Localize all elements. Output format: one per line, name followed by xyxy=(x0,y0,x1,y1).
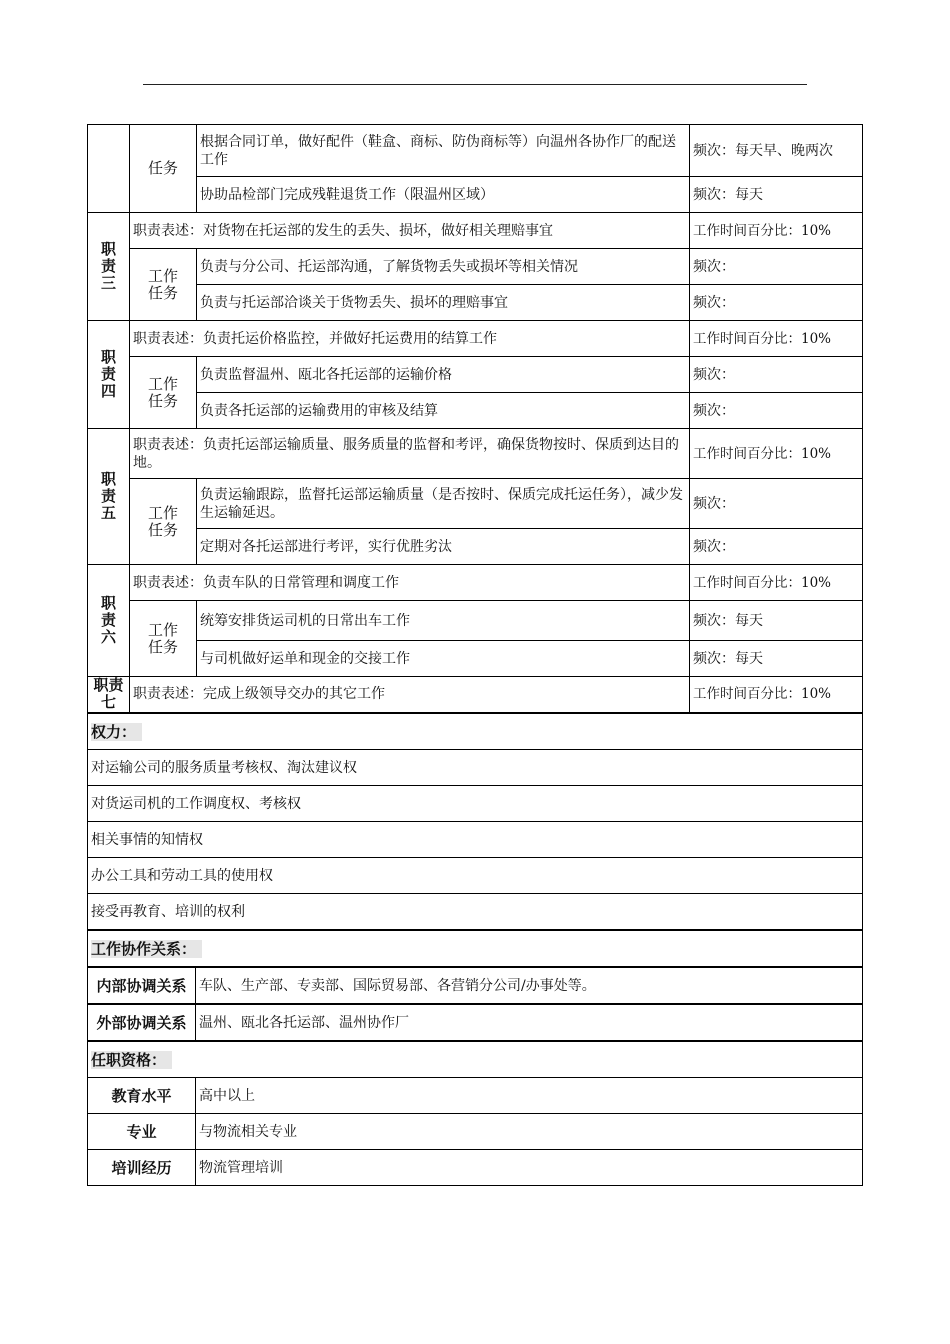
task-label-text: 工作任务 xyxy=(147,374,178,410)
task-frequency: 频次：每天 xyxy=(690,177,863,213)
powers-heading-text: 权力： xyxy=(91,723,142,741)
duty-time-percentage: 工作时间百分比：10% xyxy=(690,213,863,249)
duty2-task-label: 任务 xyxy=(130,125,197,213)
external-relations-label: 外部协调关系 xyxy=(88,1004,196,1041)
task-label xyxy=(130,601,197,677)
duty-time-percentage: 工作时间百分比：10% xyxy=(690,429,863,479)
training-label: 培训经历 xyxy=(88,1150,196,1186)
duty-statement: 职责表述：负责托运部运输质量、服务质量的监督和考评，确保货物按时、保质到达目的地。 xyxy=(130,429,690,479)
task-frequency: 频次： xyxy=(690,393,863,429)
duty-time-percentage: 工作时间百分比：10% xyxy=(690,677,863,713)
task-label xyxy=(130,249,197,321)
task-frequency: 频次：每天早、晚两次 xyxy=(690,125,863,177)
task-frequency: 频次： xyxy=(690,249,863,285)
power-item: 接受再教育、培训的权利 xyxy=(88,894,863,931)
duty-label-text: 职责七 xyxy=(93,676,124,712)
task-frequency: 频次：每天 xyxy=(690,641,863,677)
task-text: 根据合同订单，做好配件（鞋盒、商标、防伪商标等）向温州各协作厂的配送工作 xyxy=(197,125,690,177)
training-value: 物流管理培训 xyxy=(196,1150,863,1186)
task-frequency: 频次： xyxy=(690,357,863,393)
relations-heading-text: 工作协作关系： xyxy=(91,940,202,958)
education-value: 高中以上 xyxy=(196,1078,863,1114)
major-value: 与物流相关专业 xyxy=(196,1114,863,1150)
duty-label xyxy=(88,213,130,321)
powers-relations-qualifications-table xyxy=(87,713,863,1186)
task-label-text: 工作任务 xyxy=(147,503,178,539)
qualifications-heading xyxy=(88,1041,863,1078)
task-text: 负责与托运部洽谈关于货物丢失、损坏的理赔事宜 xyxy=(197,285,690,321)
duty-statement: 职责表述：负责车队的日常管理和调度工作 xyxy=(130,565,690,601)
task-label xyxy=(130,357,197,429)
internal-relations-label: 内部协调关系 xyxy=(88,967,196,1004)
task-label-text: 工作任务 xyxy=(147,266,178,302)
task-text: 统筹安排货运司机的日常出车工作 xyxy=(197,601,690,641)
duty-time-percentage: 工作时间百分比：10% xyxy=(690,565,863,601)
power-item: 相关事情的知情权 xyxy=(88,822,863,858)
external-relations-value: 温州、瓯北各托运部、温州协作厂 xyxy=(196,1004,863,1041)
task-text: 定期对各托运部进行考评，实行优胜劣汰 xyxy=(197,529,690,565)
task-label-text: 工作任务 xyxy=(147,620,178,656)
duty-label xyxy=(88,429,130,565)
task-text: 负责运输跟踪，监督托运部运输质量（是否按时、保质完成托运任务），减少发生运输延迟。 xyxy=(197,479,690,529)
major-label: 专业 xyxy=(88,1114,196,1150)
duty-statement: 职责表述：负责托运价格监控，并做好托运费用的结算工作 xyxy=(130,321,690,357)
task-text: 负责与分公司、托运部沟通，了解货物丢失或损坏等相关情况 xyxy=(197,249,690,285)
duty-label-text: 职责四 xyxy=(100,348,116,400)
duty-label-text: 职责三 xyxy=(100,240,116,292)
duty-label-text: 职责五 xyxy=(100,470,116,522)
duty-statement: 职责表述：完成上级领导交办的其它工作 xyxy=(130,677,690,713)
task-text: 与司机做好运单和现金的交接工作 xyxy=(197,641,690,677)
task-frequency: 频次： xyxy=(690,285,863,321)
duty-label xyxy=(88,565,130,677)
duties-table xyxy=(87,124,863,714)
qualifications-heading-text: 任职资格： xyxy=(91,1051,172,1069)
duty2-label-cell xyxy=(88,125,130,213)
power-item: 办公工具和劳动工具的使用权 xyxy=(88,858,863,894)
powers-heading xyxy=(88,714,863,750)
power-item: 对运输公司的服务质量考核权、淘汰建议权 xyxy=(88,750,863,786)
duty-statement: 职责表述：对货物在托运部的发生的丢失、损坏，做好相关理赔事宜 xyxy=(130,213,690,249)
task-text: 协助品检部门完成残鞋退货工作（限温州区域） xyxy=(197,177,690,213)
task-frequency: 频次： xyxy=(690,529,863,565)
duty-time-percentage: 工作时间百分比：10% xyxy=(690,321,863,357)
task-text: 负责各托运部的运输费用的审核及结算 xyxy=(197,393,690,429)
header-rule xyxy=(143,84,807,85)
task-text: 负责监督温州、瓯北各托运部的运输价格 xyxy=(197,357,690,393)
duty-label xyxy=(88,321,130,429)
power-item: 对货运司机的工作调度权、考核权 xyxy=(88,786,863,822)
task-frequency: 频次： xyxy=(690,479,863,529)
task-label xyxy=(130,479,197,565)
duty-label xyxy=(88,677,130,713)
task-frequency: 频次：每天 xyxy=(690,601,863,641)
duty-label-text: 职责六 xyxy=(100,594,116,646)
internal-relations-value: 车队、生产部、专卖部、国际贸易部、各营销分公司/办事处等。 xyxy=(196,967,863,1004)
relations-heading xyxy=(88,930,863,967)
education-label: 教育水平 xyxy=(88,1078,196,1114)
